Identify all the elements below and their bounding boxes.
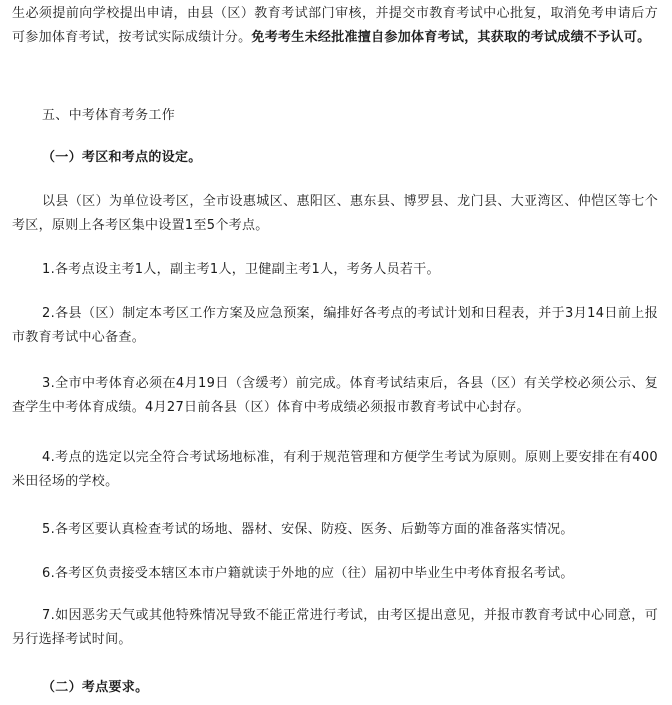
list-item-3: 3.全市中考体育必须在4月19日（含缓考）前完成。体育考试结束后，各县（区）有关学校必须公示、复查学生中考体育成绩。4月27日前各县（区）体育中考成绩必须报市教育考试中心封存。: [12, 376, 658, 415]
list-item-5: 5.各考区要认真检查考试的场地、器材、安保、防疫、医务、后勤等方面的准备落实情况。: [42, 522, 574, 537]
paragraph-exemption-bold: 免考考生未经批准擅自参加体育考试，其获取的考试成绩不予认可。: [251, 30, 651, 45]
list-item-2: 2.各县（区）制定本考区工作方案及应急预案，编排好各考点的考试计划和日程表，并于3月14日前上报市教育考试中心备查。: [12, 306, 658, 345]
subsection-2-title: （二）考点要求。: [42, 680, 149, 695]
list-item-6: 6.各考区负责接受本辖区本市户籍就读于外地的应（往）届初中毕业生中考体育报名考试。: [42, 566, 574, 581]
paragraph-exam-areas: 以县（区）为单位设考区，全市设惠城区、惠阳区、惠东县、博罗县、龙门县、大亚湾区、仲恺区等七个考区，原则上各考区集中设置1至5个考点。: [12, 194, 658, 233]
list-item-1: 1.各考点设主考1人，副主考1人，卫健副主考1人，考务人员若干。: [42, 262, 440, 277]
list-item-4: 4.考点的选定以完全符合考试场地标准，有利于规范管理和方便学生考试为原则。原则上要安排在有400米田径场的学校。: [12, 450, 658, 489]
paragraph-exemption: [12, 2, 658, 50]
list-item-7: 7.如因恶劣天气或其他特殊情况导致不能正常进行考试，由考区提出意见，并报市教育考试中心同意，可另行选择考试时间。: [12, 608, 658, 647]
subsection-1-title: （一）考区和考点的设定。: [42, 150, 202, 165]
section-5-title: 五、中考体育考务工作: [42, 108, 176, 123]
paragraph-exemption-text: 生必须提前向学校提出申请，由县（区）教育考试部门审核，并提交市教育考试中心批复，取消免考申请后方可参加体育考试，按考试实际成绩计分。: [12, 6, 658, 45]
